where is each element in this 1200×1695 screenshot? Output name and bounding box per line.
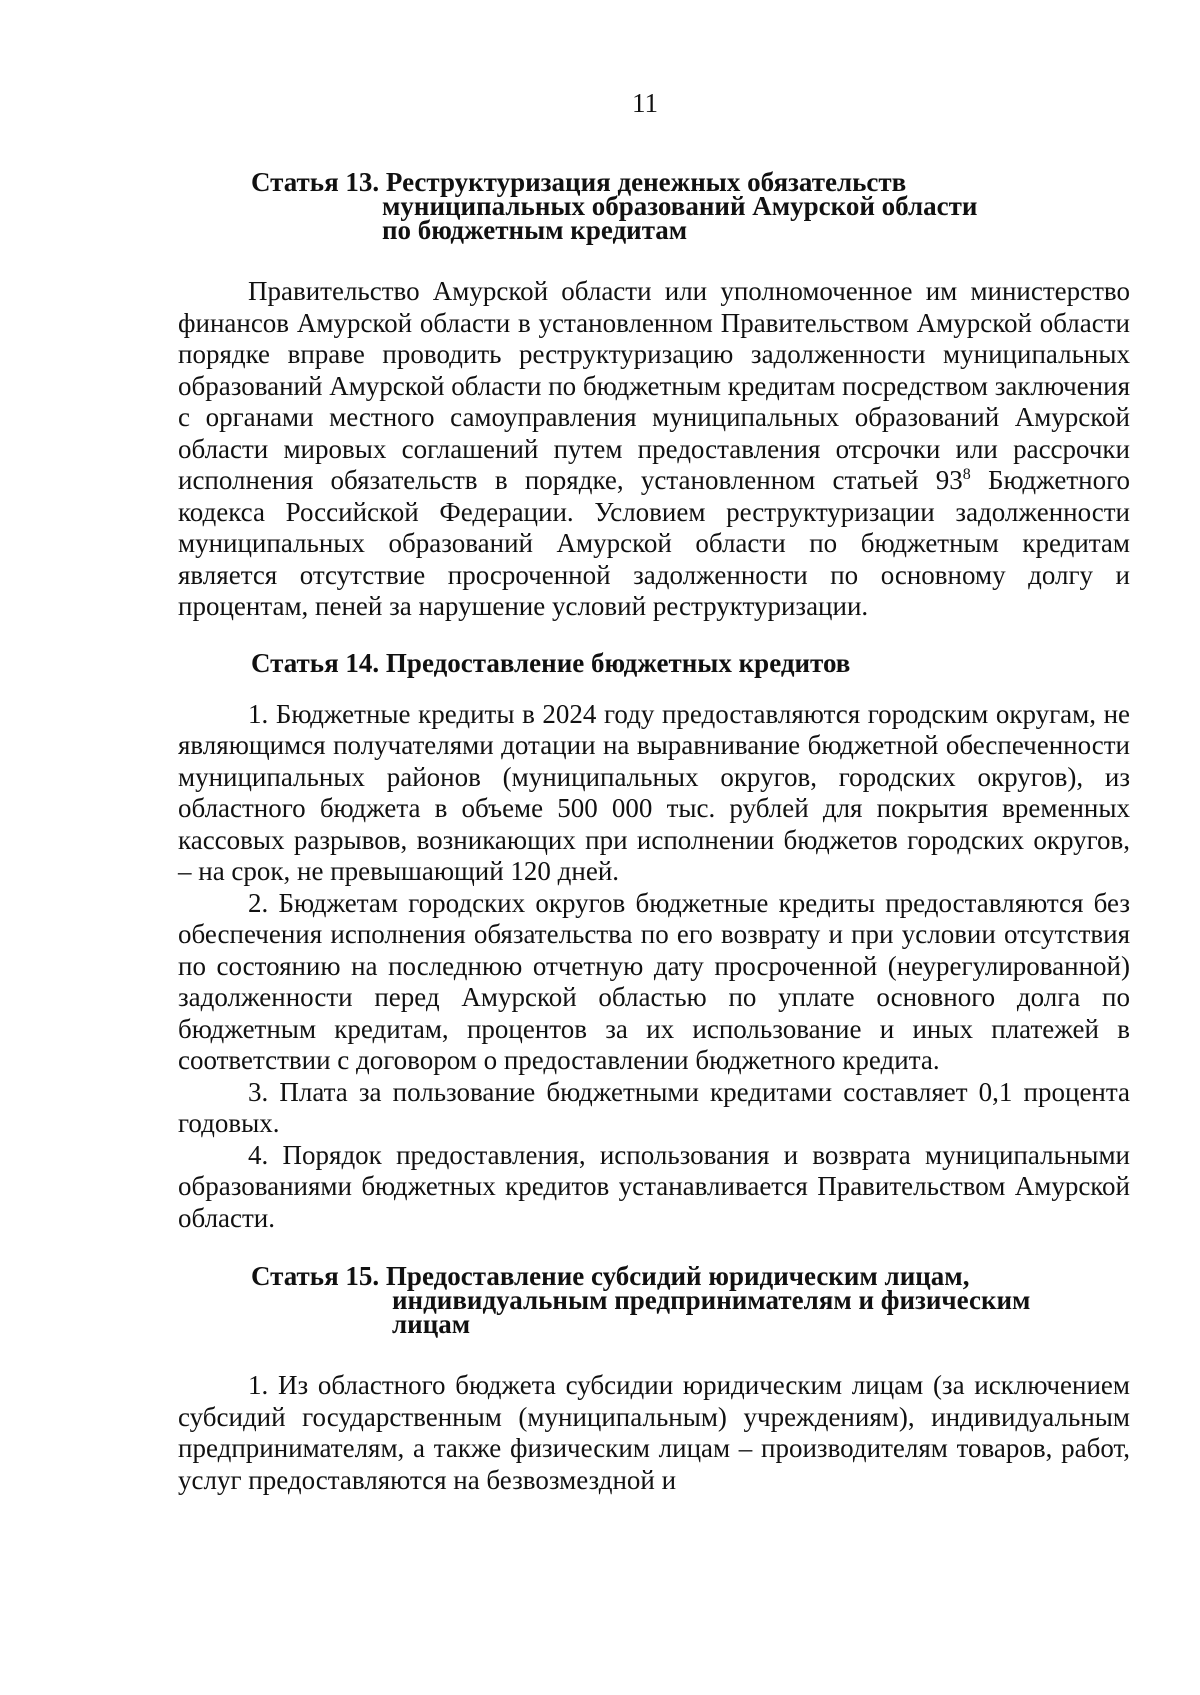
article-13-heading-line-2: муниципальных образований Амурской области [382, 191, 978, 221]
article-13-heading [251, 167, 1130, 245]
article-reference-superscript: 8 [962, 466, 971, 483]
article-15-heading-line-3: лицам [392, 1309, 471, 1339]
article-14-item-4: 4. Порядок предоставления, использования и возврата муниципальными образованиями бюджетных кредитов устанавливается Правительством Амурской области. [178, 1139, 1130, 1233]
page-number: 11 [632, 88, 658, 118]
article-14-heading [251, 647, 1130, 678]
article-14-heading-line: Статья 14. Предоставление бюджетных кредитов [251, 647, 851, 678]
article-13-heading-line-3: по бюджетным кредитам [382, 215, 688, 245]
article-14-item-1: 1. Бюджетные кредиты в 2024 году предоставляются городским округам, не являющимся получателями дотации на выравнивание бюджетной обеспеченности муниципальных районов (муниципальных округов, городских округов), из областного бюджета в объеме 500 000 тыс. рублей для покрытия временных кассовых разрывов, возникающих при исполнении бюджетов городских округов, – на срок, не превышающий 120 дней. [178, 698, 1130, 886]
article-15-heading [251, 1261, 1130, 1339]
document-body [178, 167, 1130, 1496]
article-13-paragraph [178, 276, 1130, 623]
article-15-heading-line-1: Статья 15. Предоставление субсидий юридическим лицам, [251, 1261, 970, 1291]
article-14-item-3: 3. Плата за пользование бюджетными кредитами составляет 0,1 процента годовых. [178, 1076, 1130, 1138]
article-15-item-1: 1. Из областного бюджета субсидии юридическим лицам (за исключением субсидий государственным (муниципальным) учреждениям), индивидуальным предпринимателям, а также физическим лицам – производителям товаров, работ, услуг предоставляются на безвозмездной и [178, 1370, 1130, 1495]
article-13-text-part-2: Бюджетного кодекса Российской Федерации. Условием реструктуризации задолженности муниципальных образований Амурской области по бюджетным кредитам является отсутствие просроченной задолженности по основному долгу и процентам, пеней за нарушение условий реструктуризации. [178, 465, 1130, 621]
article-15-heading-line-2: индивидуальным предпринимателям и физическим [392, 1285, 1031, 1315]
article-14-item-2: 2. Бюджетам городских округов бюджетные кредиты предоставляются без обеспечения исполнения обязательства по его возврату и при условии отсутствия по состоянию на последнюю отчетную дату просроченной (неурегулированной) задолженности перед Амурской областью по уплате основного долга по бюджетным кредитам, процентов за их использование и иных платежей в соответствии с договором о предоставлении бюджетного кредита. [178, 887, 1130, 1075]
article-13-text-part-1: Правительство Амурской области или уполномоченное им министерство финансов Амурской области в установленном Правительством Амурской области порядке вправе проводить реструктуризацию задолженности муниципальных образований Амурской области по бюджетным кредитам посредством заключения с органами местного самоуправления муниципальных образований Амурской области мировых соглашений путем предоставления отсрочки или рассрочки исполнения обязательств в порядке, установленном статьей 93 [178, 276, 1130, 495]
article-13-heading-line-1: Статья 13. Реструктуризация денежных обязательств [251, 167, 907, 197]
